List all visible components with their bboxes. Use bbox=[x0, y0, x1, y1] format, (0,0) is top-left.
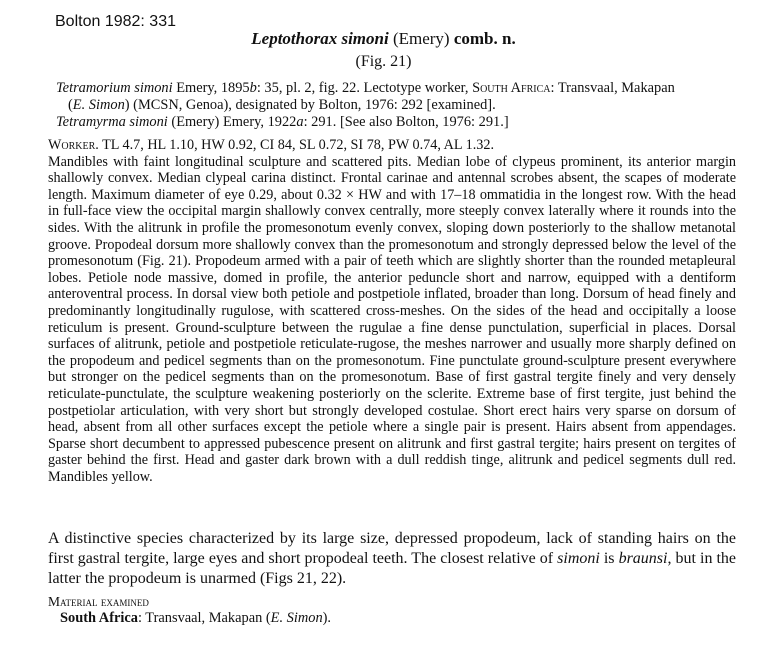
species-author: (Emery) bbox=[392, 29, 450, 48]
collector-name: E. Simon bbox=[72, 97, 125, 113]
species-ref: simoni bbox=[557, 550, 600, 567]
caste-heading: Worker. bbox=[48, 137, 99, 153]
type-locality-country: South Africa bbox=[472, 80, 551, 96]
description-body: Mandibles with faint longitudinal sculpture and scattered pits. Median lobe of clypeus prominent, its anterior margin shallowly convex. Median clypeal carina distinct. Frontal carinae and antennal scrobes absent, the scapes of moderate length. Maximum diameter of eye 0.29, about 0.32 × HW and with 17–18 ommatidia in the longest row. With the head in full-face view the occipital margin shallowly convex centrally, more steeply convex laterally where it rounds into the sides. With the alitrunk in profile the promesonotum evenly convex, sloping down posteriorly to the shallow metanotal groove. Propodeal dorsum more shallowly convex than the promesonotum and strongly depressed below the level of the promesonotum (Fig. 21). Propodeum armed with a pair of teeth which are slightly shorter than the rounded metapleural lobes. Petiole node massive, domed in profile, the anterior peduncle short and narrow, equipped with a dentiform anteroventral process. In dorsal view both petiole and postpetiole inflated, broader than long. Dorsum of head finely and predominantly longitudinally rugulose, with scattered cross-meshes. On the sides of the head and occipitally a loose reticulum is present. Ground-sculpture between the rugulae a fine dense punctulation, superficial in places. Dorsal surfaces of alitrunk, petiole and postpetiole reticulate-rugose, the meshes narrower and usually more sharply defined on the propodeum and pedicel segments than on the promesonotum. Fine punctulate ground-sculpture present everywhere but stronger on the pedicel segments than on the promesonotum. Base of first gastral tergite finely and very densely reticulate-punctulate, the sculpture weakening posteriorly on the sclerite. Extreme base of first tergite, just behind the postpetiolar articulation, with very short but strongly developed costulae. Short erect hairs very sparse on dorsum of head, absent from all other surfaces except the petiole where a single pair is present. Hairs absent from appendages. Sparse short decumbent to appressed pubescence present on alitrunk and first gastral tergite; hairs present on tergites of gaster behind the first. Head and gaster dark brown with a dull reddish tinge, alitrunk and pedicel segments dull red. Mandibles yellow. bbox=[48, 153, 736, 485]
discussion-paragraph: A distinctive species characterized by its large size, depressed propodeum, lack of standing hairs on the first gastral tergite, large eyes and short propodeal teeth. The closest relative of simoni is braunsi, but in the latter the propodeum is unarmed (Figs 21, 22). bbox=[48, 530, 737, 587]
worker-description bbox=[48, 137, 736, 485]
synonym-name: Tetramyrma simoni bbox=[56, 114, 168, 130]
measurements: TL 4.7, HL 1.10, HW 0.92, CI 84, SL 0.72, SI 78, PW 0.74, AL 1.32. bbox=[98, 137, 494, 153]
material-examined: South Africa: Transvaal, Makapan (E. Simon). bbox=[60, 610, 332, 626]
synonymy-entry: Tetramorium simoni Emery, 1895b: 35, pl. 2, fig. 22. Lectotype worker, South Africa: Transvaal, Makapan bbox=[56, 80, 675, 96]
material-country: South Africa bbox=[60, 610, 138, 626]
synonymy-entry-continued: (E. Simon) (MCSN, Genoa), designated by Bolton, 1976: 292 [examined]. bbox=[68, 97, 496, 113]
synonymy-entry: Tetramyrma simoni (Emery) Emery, 1922a: 291. [See also Bolton, 1976: 291.] bbox=[56, 114, 509, 130]
synonym-name: Tetramorium simoni bbox=[56, 80, 173, 96]
source-citation: Bolton 1982: 331 bbox=[55, 13, 176, 30]
species-name: Leptothorax simoni bbox=[251, 29, 389, 48]
nomenclatural-status: comb. n. bbox=[453, 29, 516, 48]
synonymy-block bbox=[56, 80, 736, 131]
collector-name: E. Simon bbox=[270, 610, 323, 626]
figure-reference: (Fig. 21) bbox=[355, 53, 412, 70]
species-ref: braunsi bbox=[618, 550, 668, 567]
material-heading: Material examined bbox=[48, 594, 149, 609]
species-title bbox=[0, 29, 767, 49]
